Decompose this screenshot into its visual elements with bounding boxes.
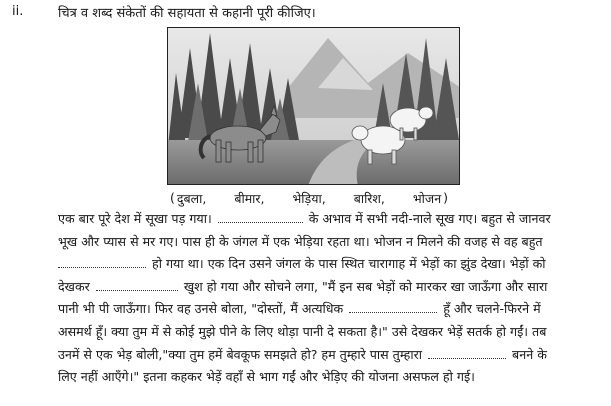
story-text: बनने के xyxy=(512,346,547,362)
story-line-6 xyxy=(58,321,586,344)
instruction-text: चित्र व शब्द संकेतों की सहायता से कहानी पूरी कीजिए। xyxy=(58,6,316,21)
story-text: हूँ और चलने-फिरने में xyxy=(443,301,541,317)
fill-blank-5[interactable] xyxy=(428,348,506,359)
forest-scene-image xyxy=(168,28,460,185)
story-text: के अभाव में सभी नदी-नाले सूख गए। बहुत से जानवर xyxy=(308,211,551,226)
story-line-1 xyxy=(58,208,586,231)
question-number: ii. xyxy=(12,4,24,19)
wolf-and-sheep-illustration xyxy=(167,27,460,185)
story-text: एक बार पूरे देश में सूखा पड़ गया। xyxy=(58,211,212,226)
story-text: असमर्थ हूँ। क्या तुम में से कोई मुझे पीने के लिए थोड़ा पानी दे सकता है।" उसे देखकर भेड़ें सतर्क हो गईं। तब xyxy=(58,323,547,339)
hint-word-sick: बीमार, xyxy=(234,191,265,206)
fill-blank-2[interactable] xyxy=(58,257,146,268)
story-text: उनमें से एक भेड़ बोली,"क्या तुम हमें बेवकूफ समझते हो? हम तुम्हारे पास तुम्हारा xyxy=(58,346,423,362)
story-line-4 xyxy=(58,276,586,299)
story-line-8 xyxy=(58,366,586,389)
story-text: भूख और प्यास से मर गए। पास ही के जंगल में एक भेड़िया रहता था। भोजन न मिलने की वजह से वह बहुत xyxy=(58,233,543,249)
story-text: खुश हो गया और सोचने लगा, "मैं इन सब भेड़ों को मारकर खा जाऊँगा और सारा xyxy=(183,278,548,294)
hint-word-food: भोजन xyxy=(412,191,442,206)
story-text: लिए नहीं आएँगे।" इतना कहकर भेड़ें वहाँ से भाग गईं और भेड़िए की योजना असफल हो गई। xyxy=(58,369,475,385)
fill-blank-1[interactable] xyxy=(218,212,303,223)
hint-words xyxy=(58,190,560,207)
story-line-2 xyxy=(58,231,586,254)
story-line-3 xyxy=(58,253,586,276)
fill-blank-4[interactable] xyxy=(349,302,437,313)
story-text: देखकर xyxy=(58,278,90,294)
story-text: हो गया था। एक दिन उसने जंगल के पास स्थित चारागाह में भेड़ों का झुंड देखा। भेड़ों को xyxy=(152,256,546,272)
hint-word-thin: दुबला, xyxy=(176,191,207,206)
story-text: पानी भी पी जाऊँगा। फिर वह उनसे बोला, "दोस्तों, मैं अत्यधिक xyxy=(58,301,344,317)
hint-close-paren: ) xyxy=(443,190,449,205)
story-line-7 xyxy=(58,344,586,367)
hint-word-wolf: भेड़िया, xyxy=(292,191,326,206)
hint-word-rain: बारिश, xyxy=(353,191,385,206)
fill-blank-3[interactable] xyxy=(96,280,178,291)
story-passage xyxy=(58,208,586,389)
story-line-5 xyxy=(58,298,586,321)
hint-open-paren: ( xyxy=(169,190,175,205)
